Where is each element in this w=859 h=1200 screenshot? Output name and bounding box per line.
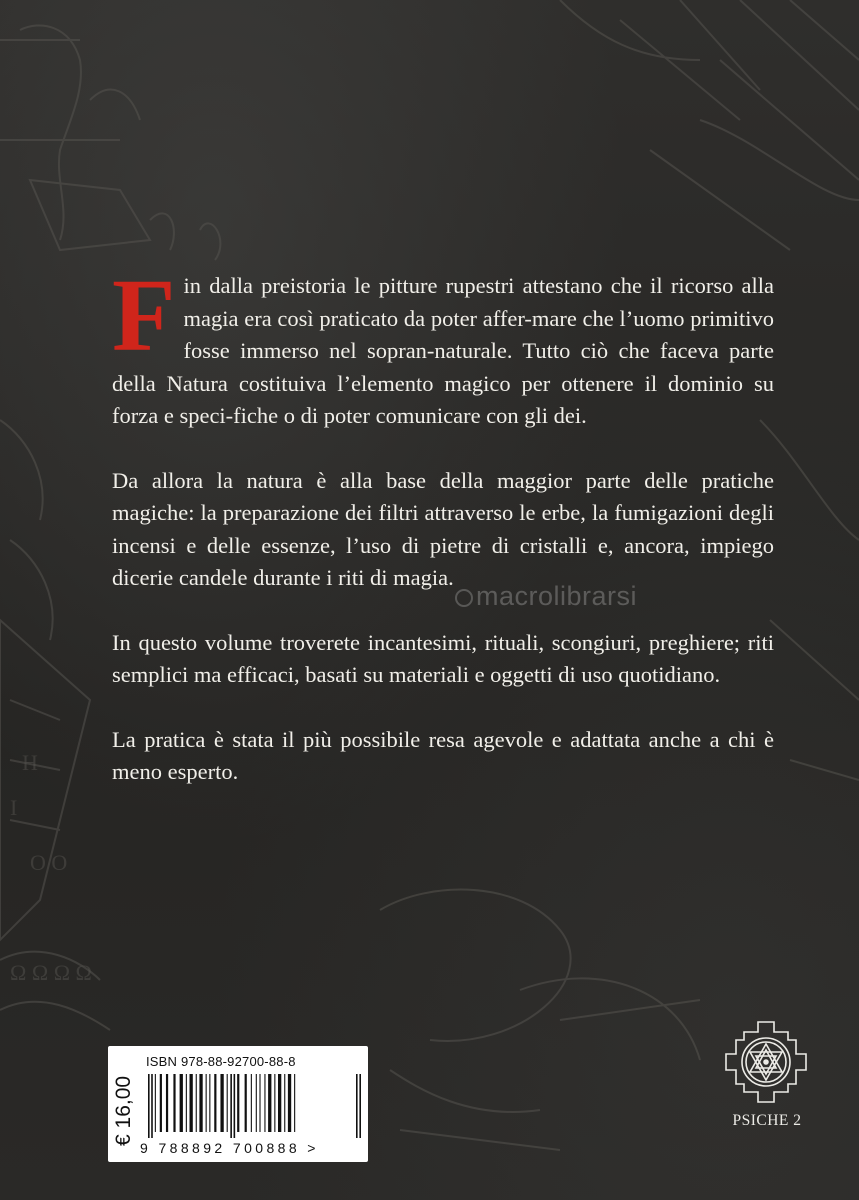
dropcap-letter: F	[112, 258, 176, 373]
synopsis-paragraph-4: La pratica è stata il più possibile resa agevole e adattata anche a chi è meno esperto.	[112, 726, 774, 784]
barcode-bar	[278, 1074, 281, 1132]
barcode-bar	[209, 1074, 210, 1132]
barcode-bar	[196, 1074, 197, 1132]
barcode-bar	[151, 1074, 153, 1138]
barcode-bar	[160, 1074, 162, 1132]
barcode-bar	[237, 1074, 239, 1132]
barcode-bar	[234, 1074, 236, 1138]
barcode-bar	[155, 1074, 156, 1132]
barcode-bar	[288, 1074, 291, 1132]
barcode-bar	[227, 1074, 228, 1132]
synopsis-paragraph-3: In questo volume troverete incantesimi, rituali, scongiuri, preghiere; riti semplici ma efficaci, basati su materiali e oggetti di uso quotidiano.	[112, 629, 774, 687]
barcode-bar	[173, 1074, 175, 1132]
barcode-label	[108, 1046, 368, 1162]
svg-text:Ω Ω Ω Ω: Ω Ω Ω Ω	[10, 960, 92, 985]
svg-text:O O: O O	[30, 850, 68, 875]
barcode-bar	[274, 1074, 275, 1132]
barcode-bar	[259, 1074, 260, 1132]
barcode-bar	[356, 1074, 358, 1138]
barcode-bar	[245, 1074, 247, 1132]
barcode-bar	[220, 1074, 223, 1132]
price-label: € 16,00	[112, 1075, 135, 1146]
barcode-bar	[190, 1074, 193, 1132]
barcode-bar	[180, 1074, 183, 1132]
synopsis-paragraph-1	[112, 258, 774, 433]
isbn-text: ISBN 978-88-92700-88-8	[146, 1054, 296, 1069]
svg-text:H: H	[22, 750, 38, 775]
barcode-bars	[146, 1074, 362, 1138]
yantra-icon	[722, 1018, 810, 1106]
watermark	[455, 581, 637, 612]
watermark-icon	[455, 589, 473, 607]
barcode-bar	[206, 1074, 207, 1132]
barcode-bar	[359, 1074, 361, 1138]
barcode-bar	[251, 1074, 252, 1132]
barcode-bar	[166, 1074, 168, 1132]
barcode-bar	[199, 1074, 202, 1132]
synopsis	[112, 258, 774, 821]
barcode-bar	[148, 1074, 150, 1138]
barcode-bar	[264, 1074, 265, 1132]
paragraph-1-text: in dalla preistoria le pitture rupestri attestano che il ricorso alla magia era così praticato da poter affer-mare che l’uomo primitivo fosse immerso nel sopran-naturale. Tutto ciò che faceva parte della Natura costituiva l’elemento magico per ottenere il dominio su forza e speci-fiche o di poter comunicare con gli dei.	[112, 273, 774, 428]
svg-text:I: I	[10, 795, 18, 820]
synopsis-paragraph-2: Da allora la natura è alla base della maggior parte delle pratiche magiche: la preparazione dei filtri attraverso le erbe, la fumigazioni degli incensi e delle essenze, l’uso di pietre di cristalli e, ancora, impiego dicerie candele durante i riti di magia.	[112, 467, 774, 590]
series-label: PSICHE 2	[732, 1112, 802, 1129]
barcode-bar	[230, 1074, 232, 1138]
barcode-bar	[214, 1074, 216, 1132]
barcode-bar	[268, 1074, 271, 1132]
barcode-bar	[256, 1074, 257, 1132]
barcode-digits: 9 788892 700888 >	[140, 1140, 319, 1156]
watermark-text: macrolibrarsi	[476, 581, 638, 611]
barcode-bar	[186, 1074, 187, 1132]
barcode-bar	[284, 1074, 285, 1132]
barcode-bar	[294, 1074, 295, 1132]
